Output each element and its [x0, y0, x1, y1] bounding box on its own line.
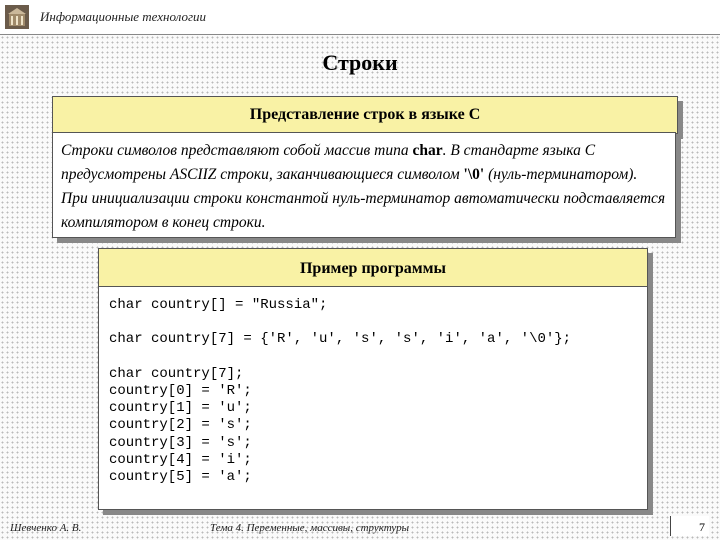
- code-line: country[4] = 'i';: [109, 452, 252, 469]
- slide-title: Строки: [322, 50, 398, 75]
- code-line: country[2] = 's';: [109, 417, 252, 434]
- code-line: country[3] = 's';: [109, 434, 252, 451]
- code-line: country[5] = 'a';: [109, 469, 252, 486]
- text-part-2: . В стандарте языка С предусмотрены ASCIIZ строки, заканчивающиеся символом: [61, 142, 596, 183]
- text-part-3: (нуль-терминатором). При инициализации строки константой нуль-терминатор автоматически подставляется компилятором в конец строки.: [61, 166, 666, 231]
- code-line: char country[7];: [109, 365, 244, 382]
- section-heading-example: Пример программы: [98, 248, 648, 288]
- code-example: [98, 286, 648, 510]
- header-title: Информационные технологии: [40, 9, 207, 24]
- code-line: char country[] = "Russia";: [109, 297, 328, 313]
- section-text-strings: [52, 132, 676, 238]
- char-keyword: char: [412, 142, 443, 159]
- null-char: '\0': [463, 166, 485, 183]
- code-line: country[1] = 'u';: [109, 400, 252, 417]
- footer-author: Шевченко А. В.: [10, 522, 82, 534]
- code-line: country[0] = 'R';: [109, 382, 252, 399]
- text-part-1: Строки символов представляют собой массив типа: [61, 142, 413, 159]
- section-heading-strings: Представление строк в языке С: [52, 96, 678, 134]
- footer-topic: Тема 4. Переменные, массивы, структуры: [210, 522, 410, 534]
- building-logo-icon: [4, 4, 30, 30]
- slide-header: [0, 0, 720, 35]
- code-line: char country[7] = {'R', 'u', 's', 's', 'i', 'a', '\0'};: [109, 331, 572, 348]
- page-number: 7: [670, 516, 709, 536]
